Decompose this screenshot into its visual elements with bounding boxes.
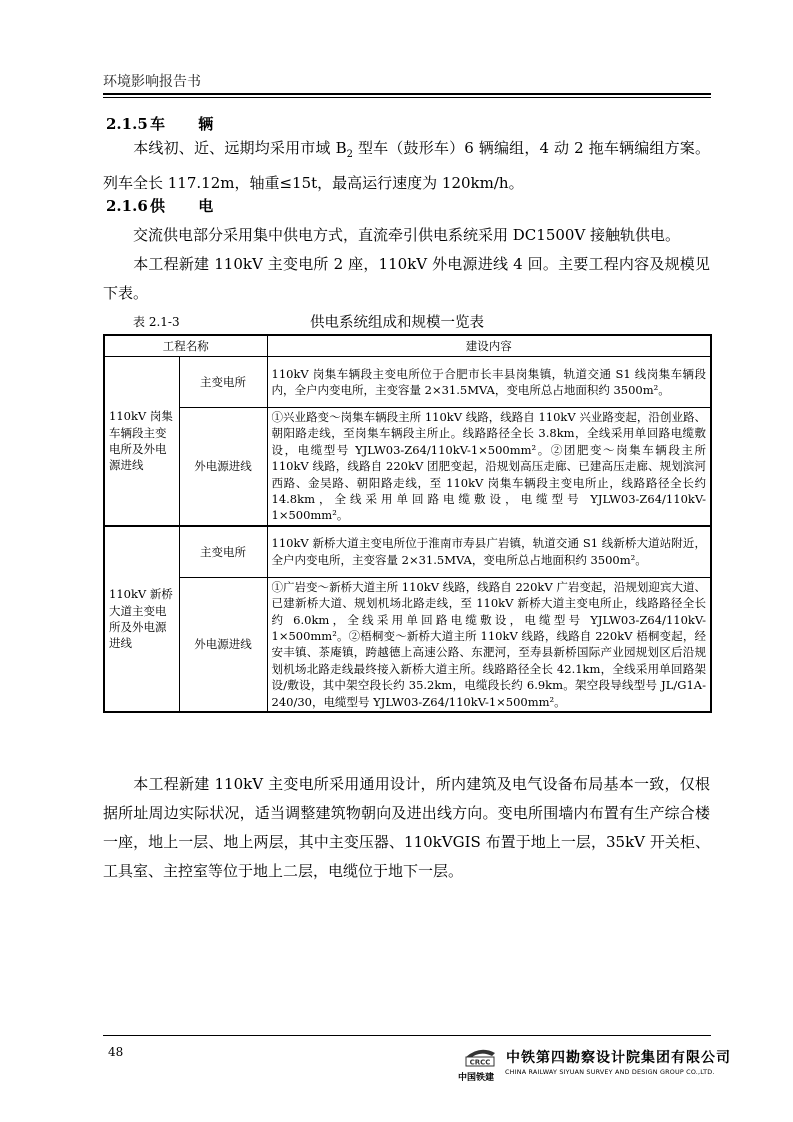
col-header-project: 工程名称 [104,335,267,357]
heading-2-1-6 [106,195,227,216]
group-name-2: 110kV 新桥大道主变电所及外电源进线 [104,526,179,712]
logo-text: CRCC [469,1058,491,1067]
page-number: 48 [108,1045,124,1059]
row-type: 主变电所 [179,357,267,408]
group-name-1: 110kV 岗集车辆段主变电所及外电源进线 [104,357,179,526]
footer-rule [103,1035,711,1036]
table-row [104,408,711,526]
table-number: 表 2.1-3 [133,315,180,329]
company-name-en: CHINA RAILWAY SIYUAN SURVEY AND DESIGN GROUP CO.,LTD. [505,1068,715,1076]
paragraph-power-1 [103,221,710,250]
row-content: ①兴业路变～岗集车辆段主所 110kV 线路，线路自 110kV 兴业路变起，沿创业路、朝阳路走线，至岗集车辆段主所止。线路路径全长 3.8km，全线采用单回路电缆敷设，电缆型号 YJLW03-Z64/110kV-1×500mm²。②团肥变～岗集车辆段主所 110kV 线路，线路自 220kV 团肥变起，沿规划高压走廊、已建高压走廊、规划滨河西路、金吴路、朝阳路走线，至 110kV 岗集车辆段主变电所止，线路路径全长约 14.8km，全线采用单回路电缆敷设，电缆型号 YJLW03-Z64/110kV-1×500mm²。 [267,408,711,526]
logo-subtitle: 中国铁建 [458,1073,495,1083]
running-header: 环境影响报告书 [103,74,201,90]
paragraph-text: 本工程新建 110kV 主变电所 2 座，110kV 外电源进线 4 回。主要工程内容及规模见下表。 [103,255,710,302]
paragraph-text: 型车（鼓形车）6 辆编组，4 动 2 拖车辆编组方案。列车全长 117.12m，轴重≤15t，最高运行速度为 120km/h。 [103,139,710,192]
heading-number: 2.1.6 [106,197,148,215]
header-rule-thin [103,97,711,98]
company-name-cn: 中铁第四勘察设计院集团有限公司 [506,1050,731,1066]
heading-number: 2.1.5 [106,115,148,133]
heading-title: 车 辆 [150,115,228,133]
paragraph-text: 本工程新建 110kV 主变电所采用通用设计，所内建筑及电气设备布局基本一致，仅根据所址周边实际状况，适当调整建筑物朝向及进出线方向。变电所围墙内布置有生产综合楼一座，地上一层、地上两层，其中主变压器、110kVGIS 布置于地上一层，35kV 开关柜、工具室、主控室等位于地上二层，电缆位于地下一层。 [103,775,710,880]
crcc-logo-icon [462,1043,498,1073]
power-supply-table [103,334,712,713]
table-row [104,526,711,578]
paragraph-text: B [335,139,347,157]
paragraph-text: 交流供电部分采用集中供电方式，直流牵引供电系统采用 DC1500V 接触轨供电。 [133,226,681,244]
heading-2-1-5 [106,113,227,134]
paragraph-power-2 [103,250,710,308]
row-content: ①广岩变～新桥大道主所 110kV 线路，线路自 220kV 广岩变起，沿规划迎宾大道、已建新桥大道、规划机场北路走线，至 110kV 新桥大道主变电所止，线路路径全长约 6.0km，全线采用单回路电缆敷设，电缆型号 YJLW03-Z64/110kV-1×500mm²。②梧桐变～新桥大道主所 110kV 线路，线路自 220kV 梧桐变起，经安丰镇、茶庵镇，跨越德上高速公路、东淝河，至寿县新桥国际产业园规划区后沿规划机场北路走线最终接入新桥大道主所。线路路径全长 42.1km，全线采用单回路架设/敷设，其中架空段长约 35.2km，电缆段长约 6.9km。架空段导线型号 JL/G1A-240/30，电缆型号 YJLW03-Z64/110kV-1×500mm²。 [267,577,711,712]
row-content: 110kV 岗集车辆段主变电所位于合肥市长丰县岗集镇，轨道交通 S1 线岗集车辆段内，全户内变电所，主变容量 2×31.5MVA，变电所总占地面积约 3500m²。 [267,357,711,408]
row-type: 主变电所 [179,526,267,578]
row-type: 外电源进线 [179,408,267,526]
table-row [104,357,711,408]
paragraph-text: 本线初、近、远期均采用市域 [133,139,336,157]
heading-title: 供 电 [150,197,228,215]
table-header-row [104,335,711,357]
subscript: 2 [346,149,353,160]
row-type: 外电源进线 [179,577,267,712]
header-rule [103,93,711,95]
col-header-content: 建设内容 [267,335,711,357]
table-caption: 供电系统组成和规模一览表 [310,315,484,331]
row-content: 110kV 新桥大道主变电所位于淮南市寿县广岩镇，轨道交通 S1 线新桥大道站附近，全户内变电所，主变容量 2×31.5MVA，变电所总占地面积约 3500m²。 [267,526,711,578]
paragraph-vehicles [103,134,710,198]
table-row [104,577,711,712]
paragraph-closing [103,770,710,886]
